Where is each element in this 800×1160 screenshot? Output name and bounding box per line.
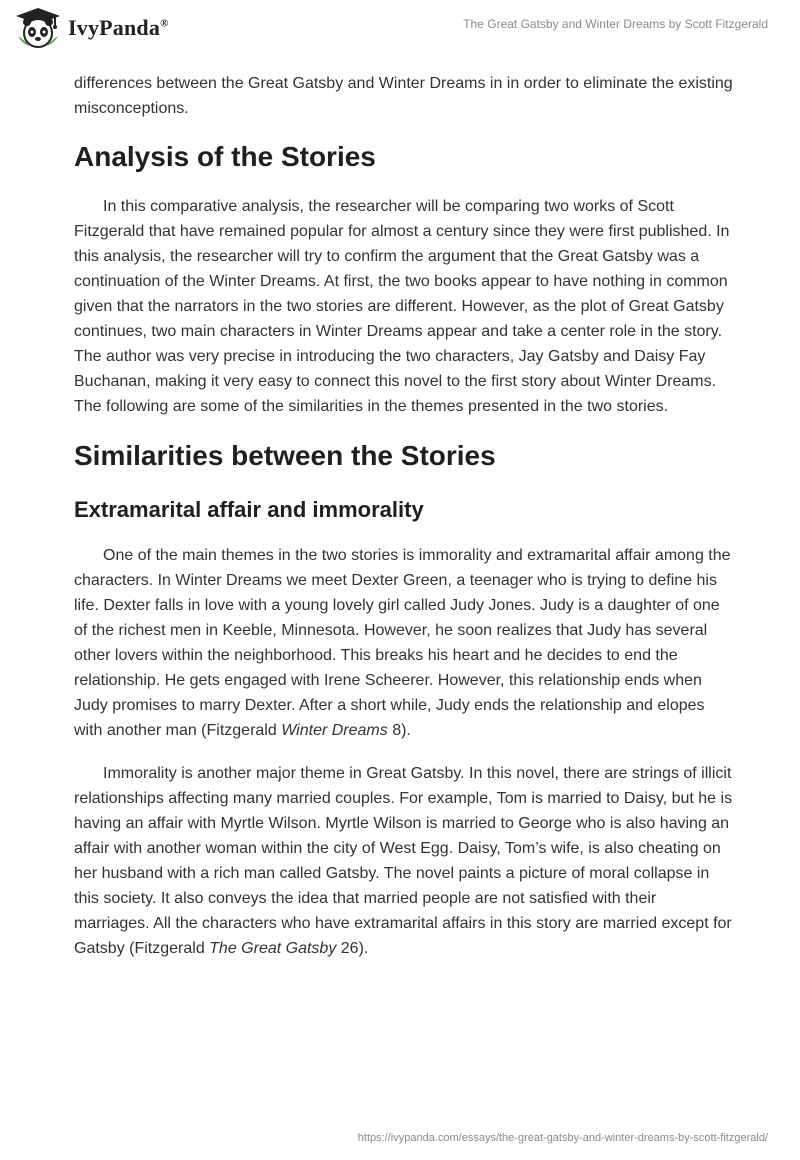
ivypanda-logo[interactable] — [14, 6, 169, 50]
page-header — [0, 0, 800, 60]
essay-content — [74, 71, 734, 961]
heading-analysis: Analysis of the Stories — [74, 141, 376, 172]
source-url[interactable]: https://ivypanda.com/essays/the-great-gatsby-and-winter-dreams-by-scott-fitzgerald/ — [357, 1132, 768, 1144]
heading-similarities: Similarities between the Stories — [74, 440, 496, 471]
heading-affair: Extramarital affair and immorality — [74, 497, 424, 522]
affair-paragraph-1: One of the main themes in the two stories is immorality and extramarital affair among the characters. In Winter Dreams we meet Dexter Green, a teenager who is trying to define his life. Dexter falls in love with a young lovely girl called Judy Jones. Judy is a daughter of one of the richest men in Keeble, Minnesota. However, he soon realizes that Judy has several other lovers within the neighborhood. This breaks his heart and he decides to end the relationship. He gets engaged with Irene Scheerer. However, this relationship ends when Judy promises to marry Dexter. After a short while, Judy ends the relationship and elopes with another man (Fitzgerald Winter Dreams 8). — [74, 547, 731, 739]
analysis-paragraph: In this comparative analysis, the researcher will be comparing two works of Scott Fitzgerald that have remained popular for almost a century since they were first published. In this analysis, the researcher will try to confirm the argument that the Great Gatsby was a continuation of the Winter Dreams. At first, the two books appear to have nothing in common given that the narrators in the two stories are different. However, as the plot of Great Gatsby continues, two main characters in Winter Dreams appear and take a center role in the story. The author was very precise in introducing the two characters, Jay Gatsby and Daisy Fay Buchanan, making it very easy to connect this novel to the first story about Winter Dreams. The following are some of the similarities in the themes presented in the two stories. — [74, 198, 730, 415]
brand-name: IvyPanda® — [68, 15, 169, 40]
panda-graduate-icon — [14, 6, 62, 50]
citation-title: The Great Gatsby — [209, 940, 337, 957]
affair-paragraph-2: Immorality is another major theme in Great Gatsby. In this novel, there are strings of illicit relationships affecting many married couples. For example, Tom is married to Daisy, but he is having an affair with Myrtle Wilson. Myrtle Wilson is married to George who is also having an affair with another woman within the city of West Egg. Daisy, Tom’s wife, is also cheating on her husband with a rich man called Gatsby. The novel paints a picture of moral collapse in this society. It also conveys the idea that married people are not satisfied with their marriages. All the characters who have extramarital affairs in this story are married except for Gatsby (Fitzgerald The Great Gatsby 26). — [74, 765, 733, 957]
citation-title: Winter Dreams — [281, 722, 388, 739]
intro-paragraph-tail: differences between the Great Gatsby and Winter Dreams in in order to eliminate the existing misconceptions. — [74, 75, 733, 117]
document-title: The Great Gatsby and Winter Dreams by Scott Fitzgerald — [463, 17, 768, 31]
